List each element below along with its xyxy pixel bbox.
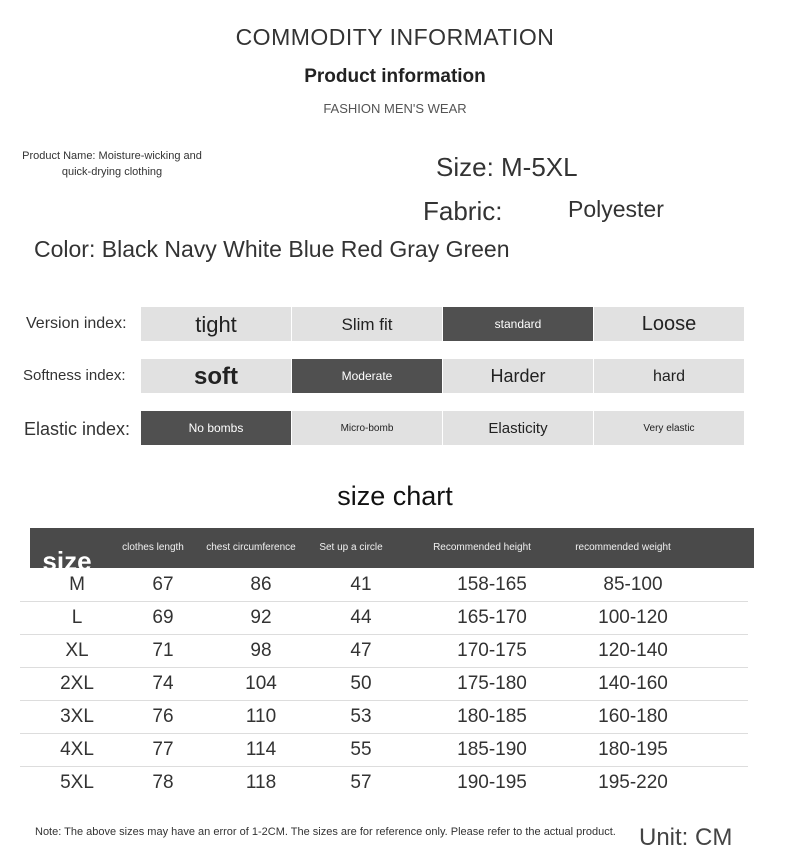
- brand-label: FASHION MEN'S WEAR: [323, 101, 467, 116]
- table-cell: 74: [152, 672, 174, 694]
- table-cell: 175-180: [457, 672, 527, 694]
- table-row: [20, 601, 748, 635]
- size-cell: XL: [65, 639, 89, 661]
- table-cell: 180-195: [598, 738, 668, 760]
- table-cell: 57: [350, 771, 372, 793]
- version-index-option: tight: [141, 307, 291, 341]
- softness-index-option: soft: [141, 359, 291, 393]
- elastic-index-option: Micro-bomb: [292, 411, 442, 445]
- table-cell: 190-195: [457, 771, 527, 793]
- size-cell: 4XL: [60, 738, 94, 760]
- table-cell: 92: [250, 606, 272, 628]
- table-cell: 85-100: [603, 573, 663, 595]
- table-cell: 47: [350, 639, 372, 661]
- table-row: [20, 700, 748, 734]
- unit-label: Unit: CM: [639, 824, 733, 851]
- softness-index-option: hard: [594, 359, 744, 393]
- elastic-index-option: Very elastic: [643, 422, 695, 434]
- column-header: size: [42, 546, 92, 576]
- table-cell: 158-165: [457, 573, 527, 595]
- table-row: [20, 667, 748, 701]
- table-cell: 41: [350, 573, 372, 595]
- table-cell: 67: [152, 573, 174, 595]
- softness-index-option: Moderate: [292, 359, 442, 393]
- version-index-label: Version index:: [26, 315, 127, 332]
- size-cell: L: [71, 606, 83, 628]
- table-cell: 71: [152, 639, 174, 661]
- size-chart-title: size chart: [337, 481, 453, 511]
- elastic-index-option: No bombs: [141, 411, 291, 445]
- softness-index-label: Softness index:: [23, 367, 126, 384]
- table-cell: 140-160: [598, 672, 668, 694]
- version-index-option: standard: [443, 307, 593, 341]
- elastic-index-label: Elastic index:: [24, 419, 131, 439]
- table-cell: 185-190: [457, 738, 527, 760]
- table-cell: 165-170: [457, 606, 527, 628]
- size-note: Note: The above sizes may have an error of 1-2CM. The sizes are for reference only. Please refer to the actual product.: [35, 826, 616, 838]
- fabric-value: Polyester: [568, 196, 664, 222]
- table-cell: 118: [245, 771, 277, 793]
- color-spec: Color: Black Navy White Blue Red Gray Green: [34, 236, 510, 262]
- table-cell: 100-120: [598, 606, 668, 628]
- table-cell: 110: [245, 705, 277, 727]
- page-title: COMMODITY INFORMATION: [235, 24, 555, 50]
- table-cell: 160-180: [598, 705, 668, 727]
- table-row: [20, 766, 748, 799]
- version-index-option: Slim fit: [292, 307, 442, 341]
- size-table-header: [30, 528, 754, 576]
- table-cell: 98: [250, 639, 272, 661]
- fabric-label: Fabric:: [423, 196, 503, 226]
- table-cell: 195-220: [598, 771, 668, 793]
- table-cell: 170-175: [457, 639, 527, 661]
- column-header: Recommended height: [433, 542, 531, 553]
- table-row: [20, 733, 748, 767]
- table-cell: 86: [250, 573, 272, 595]
- table-cell: 77: [152, 738, 174, 760]
- size-cell: 3XL: [60, 705, 94, 727]
- size-cell: M: [69, 573, 85, 595]
- version-index-option: Loose: [594, 307, 744, 341]
- softness-index-option: Harder: [443, 359, 593, 393]
- table-cell: 50: [350, 672, 372, 694]
- table-cell: 53: [350, 705, 372, 727]
- table-row: [20, 634, 748, 668]
- column-header: Set up a circle: [319, 542, 383, 553]
- table-cell: 69: [152, 606, 174, 628]
- table-cell: 55: [350, 738, 372, 760]
- section-subtitle: Product information: [304, 66, 486, 87]
- table-cell: 44: [350, 606, 372, 628]
- column-header: chest circumference: [206, 542, 296, 553]
- table-cell: 114: [245, 738, 277, 760]
- elastic-index-option: Elasticity: [443, 411, 593, 445]
- table-cell: 120-140: [598, 639, 668, 661]
- table-cell: 104: [245, 672, 277, 694]
- table-cell: 76: [152, 705, 174, 727]
- size-cell: 5XL: [60, 771, 94, 793]
- size-cell: 2XL: [60, 672, 94, 694]
- table-cell: 180-185: [457, 705, 527, 727]
- table-row: [20, 568, 748, 602]
- product-name: Product Name: Moisture-wicking and quick-drying clothing: [22, 150, 202, 178]
- size-spec: Size: M-5XL: [436, 152, 578, 182]
- column-header: clothes length: [122, 542, 184, 553]
- column-header: recommended weight: [575, 542, 671, 553]
- table-cell: 78: [152, 771, 174, 793]
